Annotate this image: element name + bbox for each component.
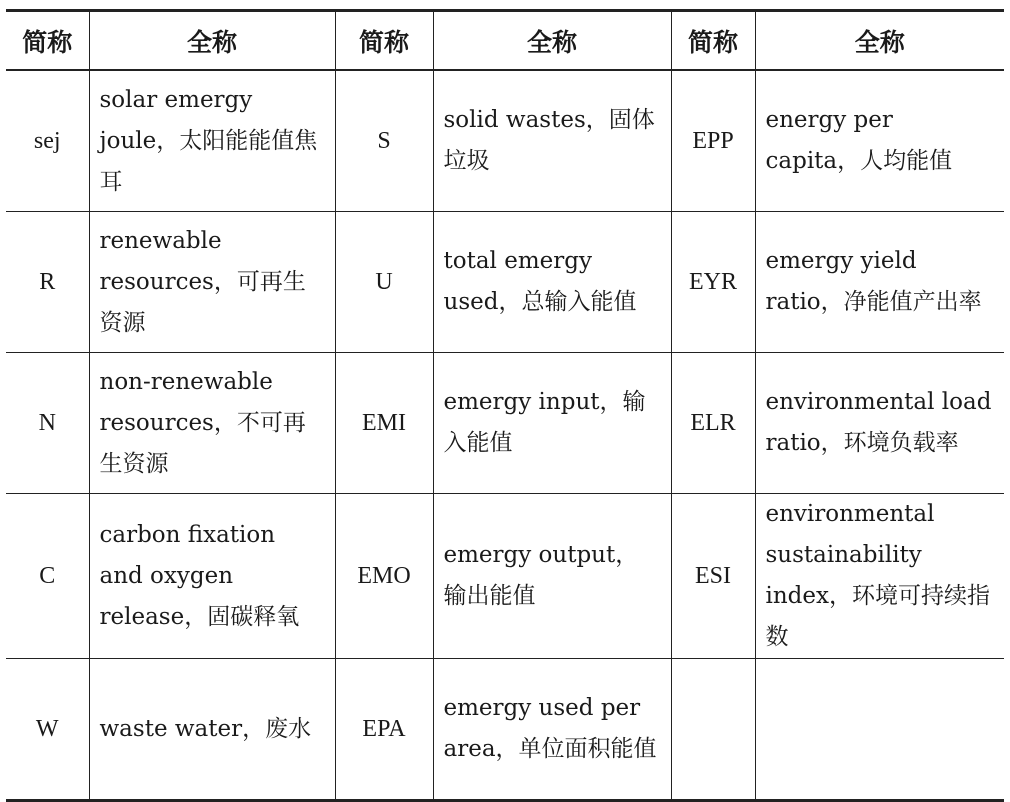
abbreviation-cell: ELR xyxy=(671,353,755,494)
table-row xyxy=(6,212,1004,353)
abbreviation-cell: EMI xyxy=(335,353,433,494)
header-abbr: 简称 xyxy=(6,11,89,71)
full-name-cell: solar emergy joule，太阳能能值焦耳 xyxy=(89,70,335,212)
abbreviation-cell: S xyxy=(335,70,433,212)
abbreviation-cell: R xyxy=(6,212,89,353)
header-row xyxy=(6,11,1004,71)
abbreviation-cell xyxy=(671,659,755,801)
full-name-cell: energy per capita，人均能值 xyxy=(755,70,1004,212)
full-name-cell xyxy=(755,659,1004,801)
header-full: 全称 xyxy=(755,11,1004,71)
table-row xyxy=(6,353,1004,494)
full-name-cell: environmental load ratio，环境负载率 xyxy=(755,353,1004,494)
abbreviation-cell: EYR xyxy=(671,212,755,353)
abbreviation-cell: EPP xyxy=(671,70,755,212)
abbreviation-cell: N xyxy=(6,353,89,494)
abbreviation-cell: EPA xyxy=(335,659,433,801)
full-name-cell: total emergy used，总输入能值 xyxy=(433,212,671,353)
abbreviation-cell: C xyxy=(6,494,89,659)
full-name-cell: solid wastes，固体垃圾 xyxy=(433,70,671,212)
header-abbr: 简称 xyxy=(335,11,433,71)
abbreviation-cell: U xyxy=(335,212,433,353)
full-name-cell: emergy output，输出能值 xyxy=(433,494,671,659)
abbreviation-cell: W xyxy=(6,659,89,801)
table-row xyxy=(6,70,1004,212)
full-name-cell: emergy input，输入能值 xyxy=(433,353,671,494)
header-full: 全称 xyxy=(89,11,335,71)
full-name-cell: emergy used per area，单位面积能值 xyxy=(433,659,671,801)
abbreviation-cell: sej xyxy=(6,70,89,212)
table-row xyxy=(6,494,1004,659)
abbreviation-cell: EMO xyxy=(335,494,433,659)
full-name-cell: emergy yield ratio，净能值产出率 xyxy=(755,212,1004,353)
header-abbr: 简称 xyxy=(671,11,755,71)
full-name-cell: environmental sustainability index，环境可持续指数 xyxy=(755,494,1004,659)
table-row xyxy=(6,659,1004,801)
header-full: 全称 xyxy=(433,11,671,71)
full-name-cell: renewable resources，可再生资源 xyxy=(89,212,335,353)
abbreviation-cell: ESI xyxy=(671,494,755,659)
full-name-cell: waste water，废水 xyxy=(89,659,335,801)
full-name-cell: non-renewable resources，不可再生资源 xyxy=(89,353,335,494)
full-name-cell: carbon fixation and oxygen release，固碳释氧 xyxy=(89,494,335,659)
abbreviation-table xyxy=(6,9,1004,802)
